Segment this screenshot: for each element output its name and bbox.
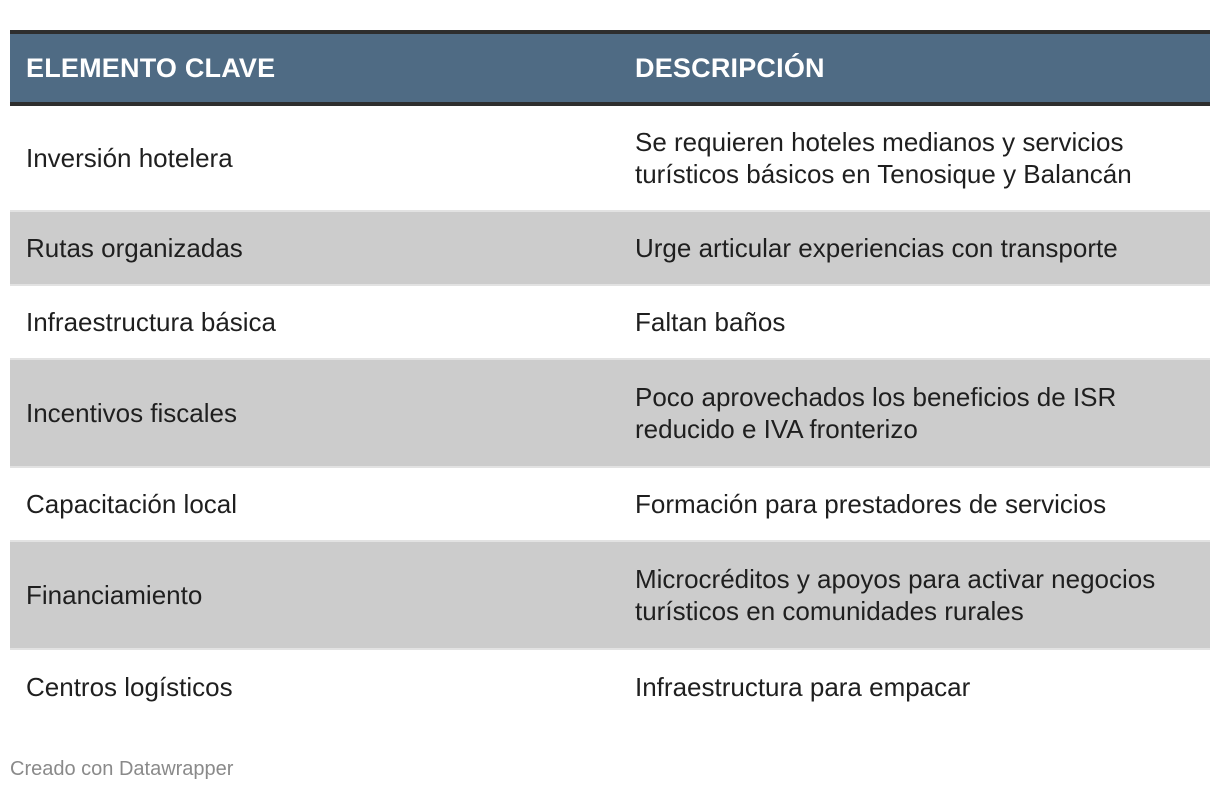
table-row — [10, 650, 1210, 724]
datawrapper-credit[interactable]: Creado con Datawrapper — [10, 758, 234, 780]
row-element: Rutas organizadas — [26, 233, 243, 263]
header-element: ELEMENTO CLAVE — [26, 52, 276, 83]
header-description: DESCRIPCIÓN — [635, 52, 825, 83]
row-element: Infraestructura básica — [26, 307, 277, 337]
row-element: Centros logísticos — [26, 672, 233, 702]
row-element: Incentivos fiscales — [26, 398, 237, 428]
row-description: Microcréditos y apoyos para activar negocios turísticos en comunidades rurales — [635, 564, 1156, 626]
row-description: Faltan baños — [635, 307, 786, 337]
data-table — [10, 30, 1210, 724]
row-element: Inversión hotelera — [26, 143, 233, 173]
row-element: Capacitación local — [26, 489, 238, 519]
row-description: Poco aprovechados los beneficios de ISR reducido e IVA fronterizo — [635, 382, 1117, 444]
row-description: Se requieren hoteles medianos y servicios turísticos básicos en Tenosique y Balancán — [635, 127, 1132, 189]
table-row — [10, 286, 1210, 360]
row-description: Formación para prestadores de servicios — [635, 489, 1107, 519]
row-description: Urge articular experiencias con transporte — [635, 233, 1118, 263]
table-row — [10, 542, 1210, 650]
table-row — [10, 360, 1210, 468]
table-row — [10, 212, 1210, 286]
table-row — [10, 468, 1210, 542]
table-row — [10, 106, 1210, 212]
row-description: Infraestructura para empacar — [635, 672, 971, 702]
row-element: Financiamiento — [26, 580, 203, 610]
table-header — [10, 30, 1210, 106]
